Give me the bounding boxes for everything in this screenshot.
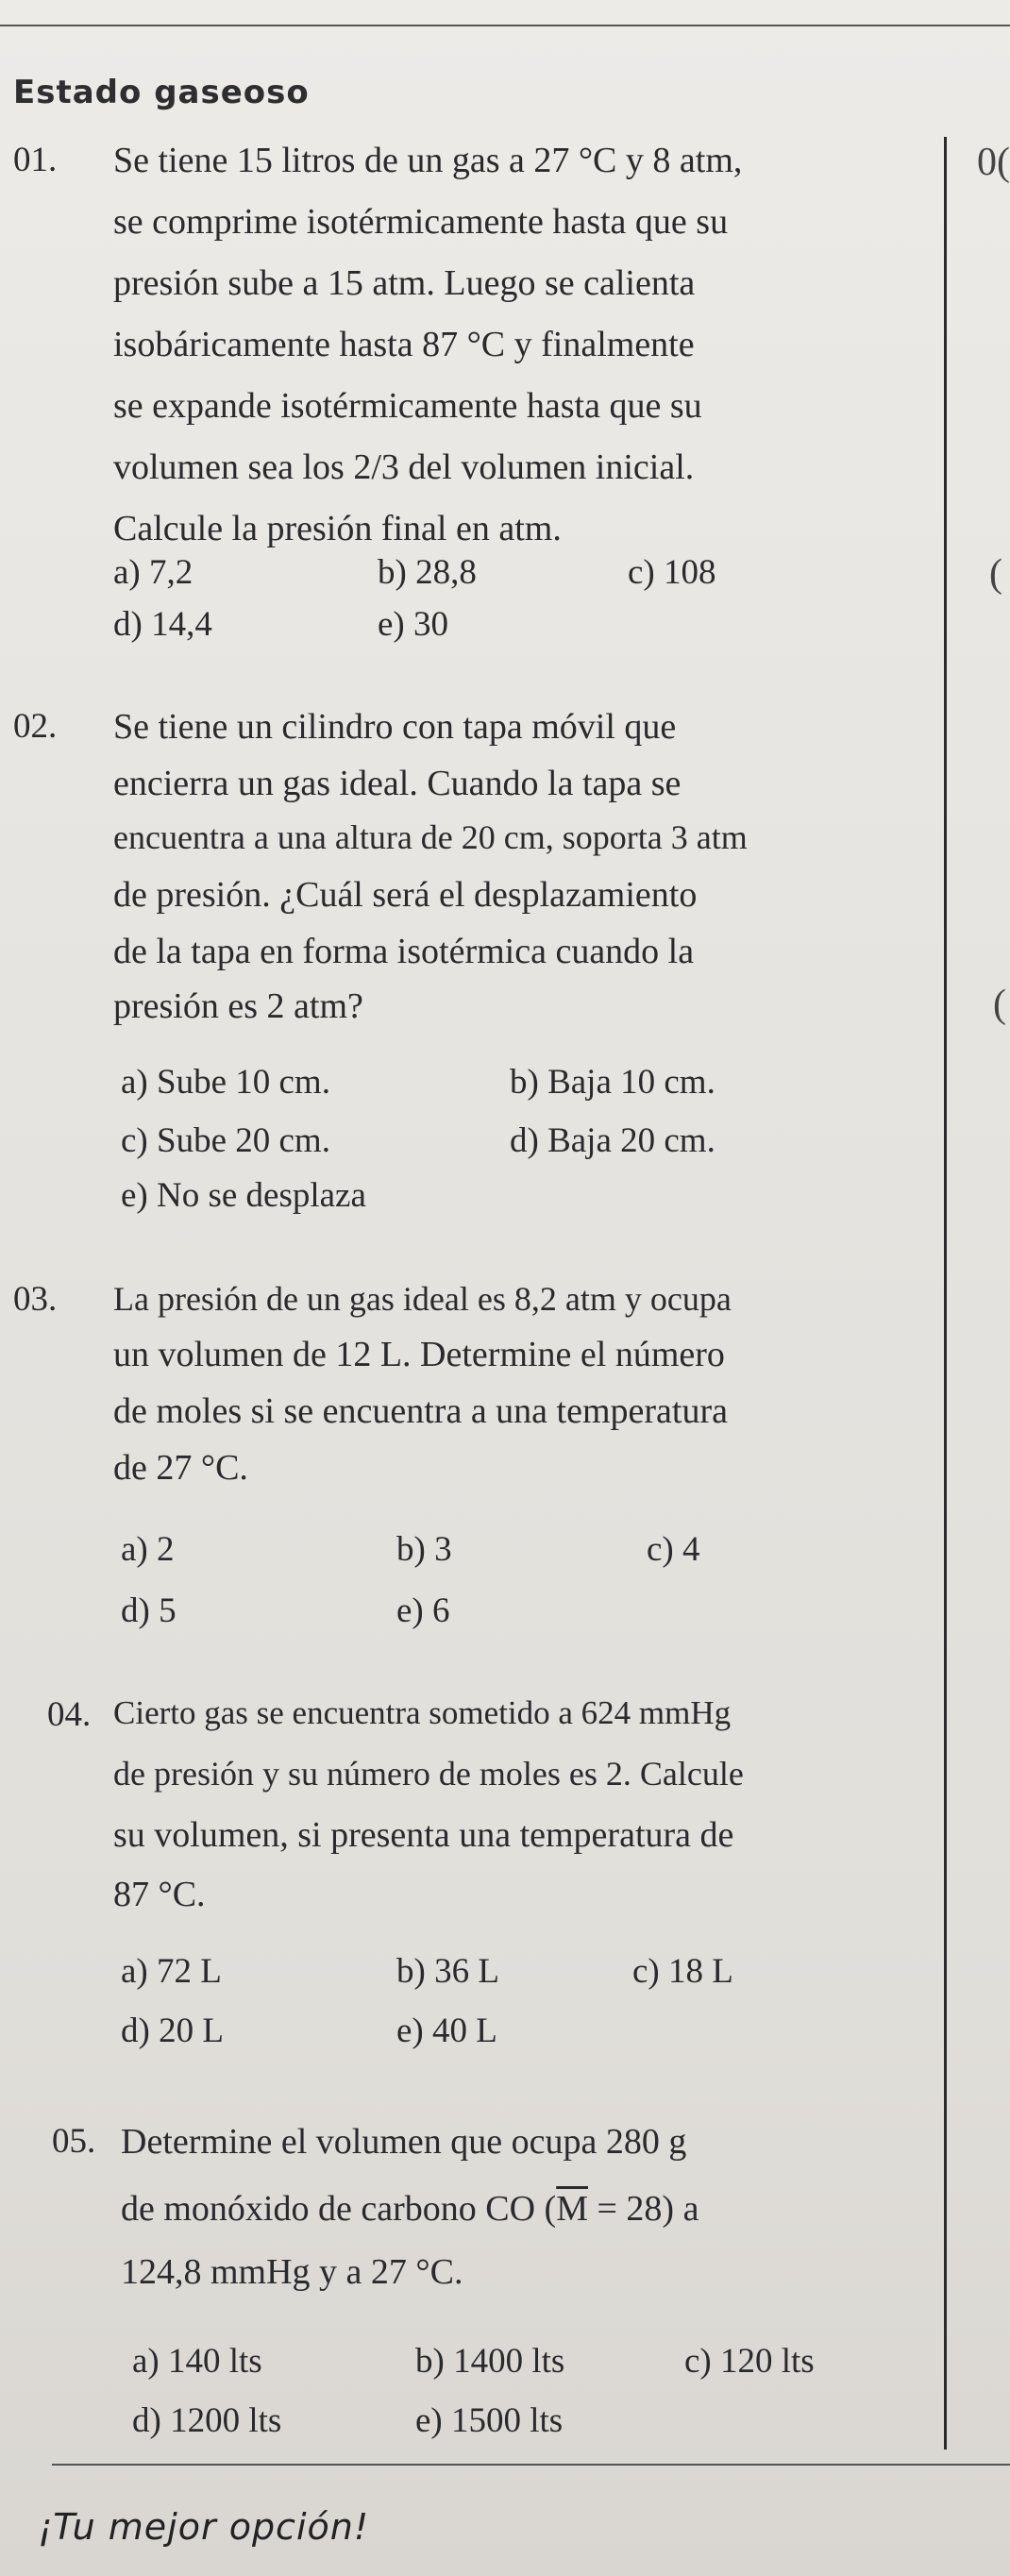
- line-part: de monóxido de carbono CO (: [121, 2189, 557, 2229]
- option-a: a) 7,2: [113, 553, 194, 592]
- question-text-line: presión sube a 15 atm. Luego se calienta: [113, 263, 696, 303]
- edge-mark-1: 0(: [977, 141, 1010, 184]
- question-text-line: La presión de un gas ideal es 8,2 atm y ocupa: [113, 1280, 732, 1318]
- question-number: 01.: [13, 141, 58, 179]
- question-text-line: de 27 °C.: [113, 1448, 248, 1488]
- question-text-line: volumen sea los 2/3 del volumen inicial.: [113, 447, 695, 487]
- option-d: d) Baja 20 cm.: [510, 1121, 715, 1160]
- question-text-line: presión es 2 atm?: [113, 986, 363, 1026]
- column-divider: [944, 137, 947, 2450]
- question-text-line: encuentra a una altura de 20 cm, soporta 3 atm: [113, 818, 748, 856]
- option-c: c) 108: [628, 553, 716, 592]
- option-e: e) 40 L: [396, 2012, 497, 2050]
- question-text-line: Calcule la presión final en atm.: [113, 509, 562, 548]
- option-c: c) 120 lts: [684, 2342, 815, 2381]
- option-a: a) 2: [121, 1530, 175, 1569]
- option-e: e) 30: [378, 605, 448, 644]
- question-text-line: Se tiene un cilindro con tapa móvil que: [113, 707, 677, 747]
- question-text-line: de la tapa en forma isotérmica cuando la: [113, 932, 695, 971]
- question-text-line: su volumen, si presenta una temperatura de: [113, 1815, 734, 1855]
- option-b: b) 3: [396, 1530, 452, 1569]
- bottom-rule: [52, 2464, 1010, 2466]
- question-text-line: de moles si se encuentra a una temperatura: [113, 1391, 728, 1431]
- option-e: e) No se desplaza: [121, 1176, 366, 1215]
- question-text-line: isobáricamente hasta 87 °C y finalmente: [113, 325, 695, 364]
- question-text-line: 124,8 mmHg y a 27 °C.: [121, 2252, 463, 2292]
- option-b: b) 36 L: [396, 1952, 499, 1991]
- question-text-line: 87 °C.: [113, 1875, 206, 1914]
- option-d: d) 14,4: [113, 605, 212, 644]
- option-d: d) 1200 lts: [132, 2401, 282, 2440]
- option-a: a) Sube 10 cm.: [121, 1063, 330, 1102]
- option-e: e) 6: [396, 1591, 450, 1630]
- section-title: Estado gaseoso: [13, 74, 310, 111]
- question-text-line: se comprime isotérmicamente hasta que su: [113, 202, 729, 242]
- question-number: 04.: [47, 1695, 92, 1734]
- option-c: c) Sube 20 cm.: [121, 1121, 330, 1160]
- question-text-line: un volumen de 12 L. Determine el número: [113, 1335, 725, 1374]
- question-number: 05.: [52, 2122, 96, 2161]
- option-d: d) 20 L: [121, 2012, 224, 2050]
- question-text-line: [121, 2188, 699, 2230]
- option-d: d) 5: [121, 1591, 177, 1630]
- question-text-line: Se tiene 15 litros de un gas a 27 °C y 8 atm,: [113, 141, 743, 180]
- question-text-line: encierra un gas ideal. Cuando la tapa se: [113, 764, 682, 803]
- top-rule: [0, 25, 1010, 26]
- edge-mark-2: (: [989, 552, 1002, 596]
- question-text-line: se expande isotérmicamente hasta que su: [113, 386, 702, 426]
- edge-mark-3: (: [993, 983, 1006, 1026]
- option-e: e) 1500 lts: [415, 2401, 564, 2440]
- question-number: 02.: [13, 707, 58, 746]
- option-a: a) 72 L: [121, 1952, 222, 1991]
- question-text-line: Cierto gas se encuentra sometido a 624 mmHg: [113, 1694, 732, 1731]
- option-c: c) 18 L: [632, 1952, 733, 1991]
- question-number: 03.: [13, 1280, 58, 1319]
- question-text-line: Determine el volumen que ocupa 280 g: [121, 2122, 687, 2162]
- option-b: b) Baja 10 cm.: [510, 1063, 715, 1102]
- option-c: c) 4: [647, 1530, 700, 1569]
- molar-mass-symbol: $\overline{M}$: [556, 2189, 588, 2229]
- question-text-line: de presión y su número de moles es 2. Calcule: [113, 1755, 744, 1793]
- option-b: b) 28,8: [378, 553, 477, 592]
- line-part: = 28) a: [587, 2189, 699, 2229]
- option-b: b) 1400 lts: [415, 2342, 565, 2381]
- option-a: a) 140 lts: [132, 2342, 262, 2381]
- question-text-line: de presión. ¿Cuál será el desplazamiento: [113, 875, 698, 915]
- footer-slogan: ¡Tu mejor opción!: [38, 2506, 370, 2548]
